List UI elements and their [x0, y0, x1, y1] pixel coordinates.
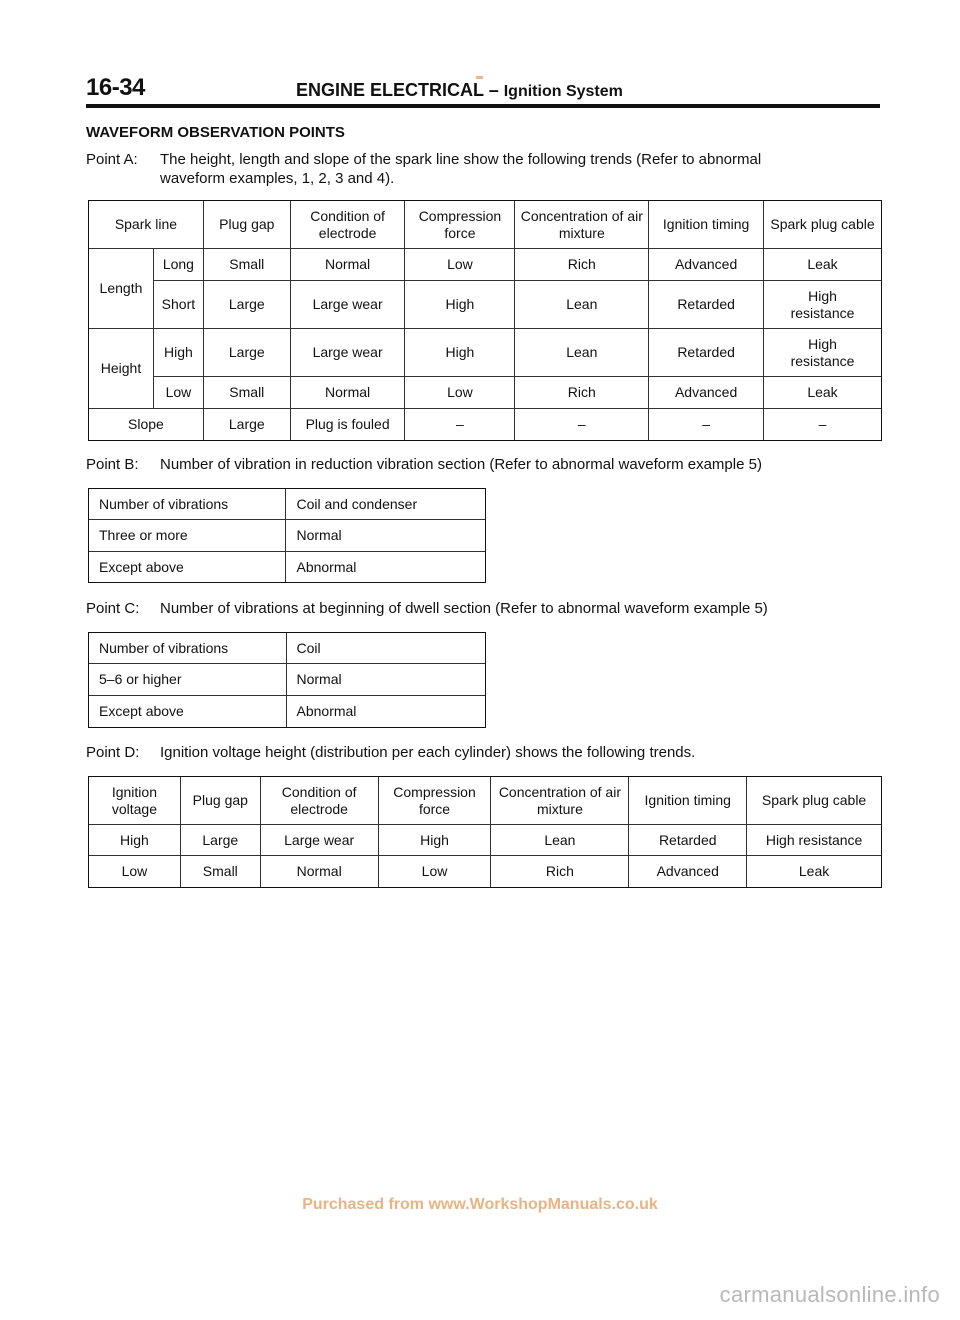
- point-c-table: [88, 632, 486, 728]
- site-watermark: carmanualsonline.info: [719, 1282, 940, 1307]
- page-header: [86, 74, 880, 104]
- table-cell: Low: [378, 856, 491, 888]
- point-d-text: Ignition voltage height (distribution per each cylinder) shows the following trends.: [160, 744, 696, 761]
- table-cell: Large wear: [290, 329, 405, 377]
- table-cell: Advanced: [629, 856, 747, 888]
- table-cell: Long: [153, 249, 203, 281]
- table-row: [89, 856, 882, 888]
- table-cell: Rich: [515, 249, 649, 281]
- table-cell: Lean: [515, 329, 649, 377]
- table-cell: Small: [203, 377, 290, 409]
- table-row: [89, 696, 486, 728]
- table-cell: Leak: [764, 377, 882, 409]
- subsection-name: Ignition System: [503, 83, 623, 100]
- point-b-text: Number of vibration in reduction vibration section (Refer to abnormal waveform example 5): [160, 456, 762, 473]
- table-cell: High resistance: [747, 825, 882, 856]
- table-cell: 5–6 or higher: [89, 664, 287, 696]
- table-cell: –: [649, 409, 764, 441]
- table-cell: –: [764, 409, 882, 441]
- table-cell: High: [89, 825, 181, 856]
- table-cell: Normal: [286, 664, 486, 696]
- table-row: [89, 281, 882, 329]
- table-header-row: [89, 633, 486, 664]
- header-cell: Ignition timing: [629, 777, 747, 825]
- table-cell: Plug is fouled: [290, 409, 405, 441]
- header-cell: Concentration of air mixture: [515, 201, 649, 249]
- table-cell: Low: [89, 856, 181, 888]
- table-cell: Advanced: [649, 377, 764, 409]
- table-cell: Low: [405, 377, 515, 409]
- table-header-row: [89, 777, 882, 825]
- header-cell: Spark line: [89, 201, 204, 249]
- point-a-paragraph: [86, 150, 761, 188]
- table-cell: High: [153, 329, 203, 377]
- table-row: [89, 329, 882, 377]
- table-cell: Lean: [491, 825, 629, 856]
- header-cell: Spark plug cable: [747, 777, 882, 825]
- point-a-label: Point A:: [86, 151, 138, 168]
- table-cell: Large: [203, 281, 290, 329]
- table-cell: Abnormal: [286, 552, 486, 583]
- header-cell: Coil: [286, 633, 486, 664]
- header-cell: Spark plug cable: [764, 201, 882, 249]
- point-c-text: Number of vibrations at beginning of dwell section (Refer to abnormal waveform example 5): [160, 600, 768, 617]
- table-cell: Large: [180, 825, 260, 856]
- ignition-voltage-table: [88, 776, 882, 888]
- header-cell: Condition of electrode: [290, 201, 405, 249]
- table-cell: Rich: [491, 856, 629, 888]
- table-cell: Except above: [89, 552, 286, 583]
- row-group-label: Length: [89, 249, 154, 329]
- table-cell: Small: [203, 249, 290, 281]
- table-cell: Normal: [290, 377, 405, 409]
- point-c-paragraph: [86, 599, 768, 618]
- table-cell: Short: [153, 281, 203, 329]
- table-row: [89, 825, 882, 856]
- table-cell: Retarded: [649, 329, 764, 377]
- table-cell: Leak: [747, 856, 882, 888]
- spark-line-table: [88, 200, 882, 441]
- table-cell: High resistance: [764, 329, 882, 377]
- chapter-name: ENGINE ELECTRICAL: [296, 80, 484, 100]
- table-cell: Small: [180, 856, 260, 888]
- point-c-label: Point C:: [86, 600, 140, 617]
- point-a-line2: waveform examples, 1, 2, 3 and 4).: [160, 170, 395, 187]
- table-cell: Large wear: [290, 281, 405, 329]
- header-cell: Concentration of air mixture: [491, 777, 629, 825]
- table-row: [89, 664, 486, 696]
- table-cell: Normal: [260, 856, 378, 888]
- point-a-line1: The height, length and slope of the spark line show the following trends (Refer to abnormal: [160, 151, 762, 168]
- table-row: [89, 377, 882, 409]
- section-title: WAVEFORM OBSERVATION POINTS: [86, 124, 345, 141]
- table-cell: Abnormal: [286, 696, 486, 728]
- row-group-label: Height: [89, 329, 154, 409]
- title-dash: –: [488, 80, 499, 100]
- header-cell: Number of vibrations: [89, 489, 286, 520]
- table-header-row: [89, 201, 882, 249]
- purchase-footer: Purchased from www.WorkshopManuals.co.uk: [302, 1196, 658, 1213]
- table-header-row: [89, 489, 486, 520]
- header-rule: [86, 104, 880, 108]
- table-row: [89, 520, 486, 552]
- point-b-paragraph: [86, 455, 762, 474]
- table-cell: High: [405, 281, 515, 329]
- table-row: [89, 552, 486, 583]
- table-cell: High resistance: [764, 281, 882, 329]
- header-cell: Number of vibrations: [89, 633, 287, 664]
- table-cell: Large: [203, 329, 290, 377]
- table-cell: Retarded: [649, 281, 764, 329]
- header-cell: Ignition timing: [649, 201, 764, 249]
- row-group-label: Slope: [89, 409, 204, 441]
- table-cell: Low: [405, 249, 515, 281]
- chapter-title: [296, 80, 623, 101]
- page-number: 16-34: [86, 74, 145, 101]
- table-cell: Retarded: [629, 825, 747, 856]
- header-cell: Ignition voltage: [89, 777, 181, 825]
- point-b-label: Point B:: [86, 456, 139, 473]
- table-cell: Rich: [515, 377, 649, 409]
- header-cell: Compression force: [405, 201, 515, 249]
- table-cell: Lean: [515, 281, 649, 329]
- table-cell: High: [405, 329, 515, 377]
- table-cell: Three or more: [89, 520, 286, 552]
- header-cell: Coil and condenser: [286, 489, 486, 520]
- table-row: [89, 409, 882, 441]
- table-cell: Low: [153, 377, 203, 409]
- point-d-paragraph: [86, 743, 695, 762]
- header-cell: Plug gap: [180, 777, 260, 825]
- table-cell: High: [378, 825, 491, 856]
- point-d-label: Point D:: [86, 744, 140, 761]
- header-cell: Compression force: [378, 777, 491, 825]
- table-cell: Normal: [290, 249, 405, 281]
- table-cell: Normal: [286, 520, 486, 552]
- table-row: [89, 249, 882, 281]
- table-cell: Advanced: [649, 249, 764, 281]
- point-b-table: [88, 488, 486, 583]
- table-cell: –: [405, 409, 515, 441]
- table-cell: Except above: [89, 696, 287, 728]
- table-cell: Leak: [764, 249, 882, 281]
- table-cell: Large wear: [260, 825, 378, 856]
- table-cell: Large: [203, 409, 290, 441]
- table-cell: –: [515, 409, 649, 441]
- header-cell: Condition of electrode: [260, 777, 378, 825]
- header-cell: Plug gap: [203, 201, 290, 249]
